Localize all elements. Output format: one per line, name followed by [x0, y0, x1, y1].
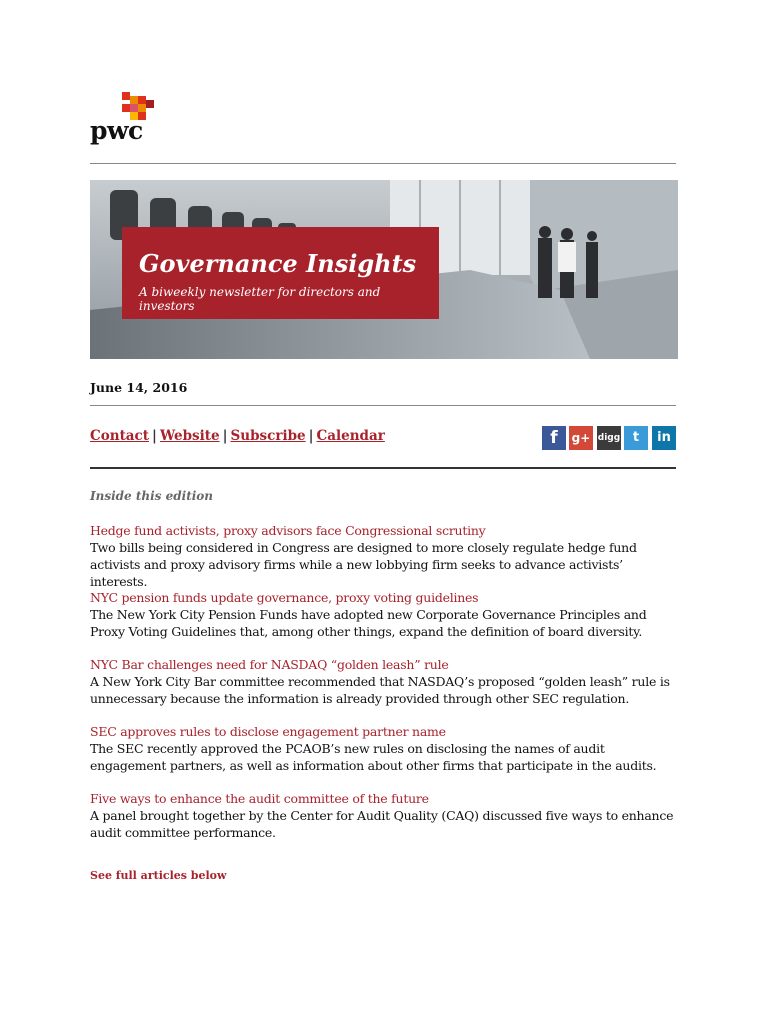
- date-divider: [90, 405, 676, 406]
- article-summary: The SEC recently approved the PCAOB’s new rules on disclosing the names of audit engagement partners, as well as information about other firms that participate in the audits.: [90, 741, 657, 773]
- google-plus-icon[interactable]: g+: [569, 426, 593, 450]
- nav-separator: |: [222, 428, 228, 444]
- subscribe-link[interactable]: Subscribe: [230, 428, 306, 444]
- newsletter-title: Governance Insights: [139, 249, 417, 278]
- newsletter-subtitle: A biweekly newsletter for directors and investors: [139, 285, 381, 313]
- article-summary: A panel brought together by the Center for Audit Quality (CAQ) discussed five ways to enhance audit committee performance.: [90, 808, 674, 840]
- article-summary: A New York City Bar committee recommended that NASDAQ’s proposed “golden leash” rule is unnecessary because the information is already provided through other SEC regulation.: [90, 674, 670, 706]
- facebook-icon[interactable]: f: [542, 426, 566, 450]
- section-label: Inside this edition: [90, 489, 214, 503]
- website-link[interactable]: Website: [159, 428, 220, 444]
- article-item: [90, 723, 690, 774]
- article-title-link[interactable]: Hedge fund activists, proxy advisors face Congressional scrutiny: [90, 523, 486, 538]
- article-title-link[interactable]: Five ways to enhance the audit committee of the future: [90, 791, 429, 806]
- issue-date: June 14, 2016: [90, 380, 188, 395]
- twitter-icon[interactable]: t: [624, 426, 648, 450]
- article-summary: Two bills being considered in Congress are designed to more closely regulate hedge fund activists and proxy advisory firms while a new lobbying firm seeks to advance activists’ interests.: [90, 540, 637, 589]
- nav-divider: [90, 467, 676, 469]
- contact-link[interactable]: Contact: [90, 428, 150, 444]
- calendar-link[interactable]: Calendar: [316, 428, 385, 444]
- hero-banner: [90, 180, 678, 359]
- pwc-logo: [90, 92, 170, 152]
- article-title-link[interactable]: NYC Bar challenges need for NASDAQ “golden leash” rule: [90, 657, 449, 672]
- hero-title-box: [122, 227, 439, 319]
- nav-separator: |: [152, 428, 157, 444]
- digg-icon[interactable]: digg: [597, 426, 621, 450]
- nav-links: [90, 428, 385, 444]
- see-full-articles-link[interactable]: See full articles below: [90, 869, 227, 882]
- article-title-link[interactable]: SEC approves rules to disclose engagement partner name: [90, 724, 446, 739]
- article-item: [90, 522, 690, 590]
- article-title-link[interactable]: NYC pension funds update governance, proxy voting guidelines: [90, 590, 479, 605]
- logo-wordmark: pwc: [90, 116, 143, 145]
- header-divider: [90, 163, 676, 164]
- article-item: [90, 589, 690, 640]
- article-item: [90, 790, 690, 841]
- nav-separator: |: [308, 428, 314, 444]
- article-summary: The New York City Pension Funds have adopted new Corporate Governance Principles and Proxy Voting Guidelines that, among other things, expand the definition of board diversity.: [90, 607, 647, 639]
- linkedin-icon[interactable]: in: [652, 426, 676, 450]
- article-item: [90, 656, 690, 707]
